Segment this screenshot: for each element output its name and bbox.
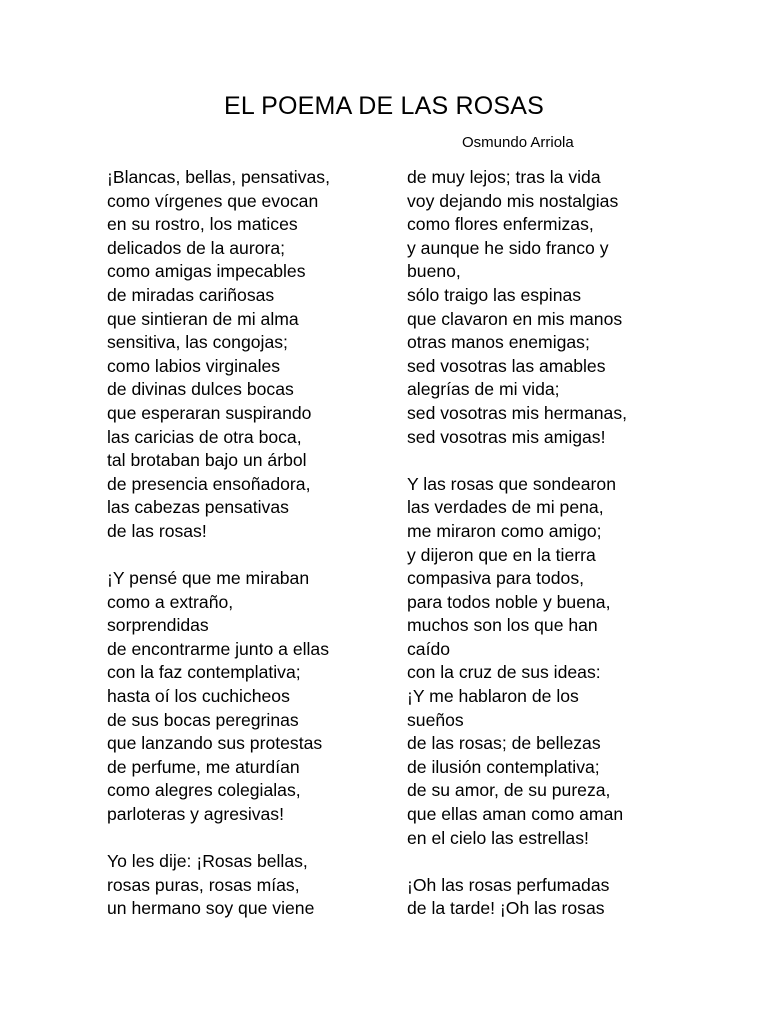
- poem-line: de sus bocas peregrinas: [107, 709, 299, 730]
- poem-line: ¡Oh las rosas perfumadas: [407, 874, 610, 895]
- poem-line: en su rostro, los matices: [107, 214, 298, 235]
- poem-line: sed vosotras las amables: [407, 355, 606, 376]
- poem-line: sensitiva, las congojas;: [107, 332, 288, 353]
- poem-line: de la tarde! ¡Oh las rosas: [407, 898, 605, 919]
- poem-line: de muy lejos; tras la vida: [407, 167, 601, 187]
- poem-line: de las rosas!: [107, 520, 207, 541]
- poem-line: como alegres colegialas,: [107, 780, 301, 801]
- poem-line: que clavaron en mis manos: [407, 308, 623, 329]
- poem-line: como vírgenes que evocan: [107, 190, 319, 211]
- poem-line: que esperaran suspirando: [107, 402, 312, 423]
- poem-line: las cabezas pensativas: [107, 497, 289, 518]
- poem-line: de su amor, de su pureza,: [407, 780, 611, 801]
- poem-line: con la faz contemplativa;: [107, 662, 301, 683]
- poem-title: EL POEMA DE LAS ROSAS: [223, 92, 545, 120]
- poem-author: Osmundo Arriola: [462, 134, 574, 151]
- poem-line: y dijeron que en la tierra: [407, 544, 596, 565]
- poem-line: tal brotaban bajo un árbol: [107, 450, 307, 471]
- poem-line: sueños: [407, 709, 464, 730]
- poem-line: de las rosas; de bellezas: [407, 733, 601, 754]
- poem-line: como amigas impecables: [107, 261, 306, 282]
- poem-line: en el cielo las estrellas!: [407, 827, 589, 848]
- poem-column-left: [107, 166, 382, 921]
- poem-line: hasta oí los cuchicheos: [107, 686, 290, 707]
- poem-line: sólo traigo las espinas: [407, 284, 582, 305]
- stanza-break: [407, 850, 677, 874]
- poem-line: bueno,: [407, 261, 461, 282]
- poem-line: ¡Y me hablaron de los: [407, 686, 579, 707]
- poem-line: para todos noble y buena,: [407, 591, 611, 612]
- poem-line: de presencia ensoñadora,: [107, 473, 311, 494]
- poem-line: ¡Y pensé que me miraban: [107, 568, 310, 589]
- poem-line: delicados de la aurora;: [107, 237, 286, 258]
- poem-line: Y las rosas que sondearon: [407, 473, 616, 494]
- poem-line: como flores enfermizas,: [407, 214, 594, 235]
- poem-line: de divinas dulces bocas: [107, 379, 294, 400]
- poem-line: de ilusión contemplativa;: [407, 756, 600, 777]
- poem-line: que ellas aman como aman: [407, 804, 624, 825]
- poem-line: que sintieran de mi alma: [107, 308, 299, 329]
- poem-line: voy dejando mis nostalgias: [407, 190, 619, 211]
- poem-line: Yo les dije: ¡Rosas bellas,: [107, 851, 308, 872]
- poem-column-right: [407, 166, 677, 921]
- poem-line: de encontrarme junto a ellas: [107, 638, 330, 659]
- poem-line: las caricias de otra boca,: [107, 426, 302, 447]
- stanza-break: [107, 827, 382, 851]
- poem-line: parloteras y agresivas!: [107, 804, 284, 825]
- stanza-break: [107, 544, 382, 568]
- poem-line: otras manos enemigas;: [407, 332, 590, 353]
- stanza-break: [407, 449, 677, 473]
- poem-line: alegrías de mi vida;: [407, 379, 560, 400]
- poem-line: compasiva para todos,: [407, 568, 585, 589]
- poem-line: que lanzando sus protestas: [107, 733, 323, 754]
- poem-line: caído: [407, 638, 451, 659]
- poem-line: las verdades de mi pena,: [407, 497, 604, 518]
- poem-line: me miraron como amigo;: [407, 520, 602, 541]
- poem-line: sorprendidas: [107, 615, 209, 636]
- poem-line: un hermano soy que viene: [107, 898, 315, 919]
- poem-line: sed vosotras mis hermanas,: [407, 402, 628, 423]
- poem-line: de miradas cariñosas: [107, 284, 275, 305]
- poem-line: de perfume, me aturdían: [107, 756, 300, 777]
- poem-line: como a extraño,: [107, 591, 234, 612]
- poem-line: ¡Blancas, bellas, pensativas,: [107, 167, 330, 187]
- poem-line: sed vosotras mis amigas!: [407, 426, 606, 447]
- poem-line: rosas puras, rosas mías,: [107, 874, 300, 895]
- poem-line: con la cruz de sus ideas:: [407, 662, 601, 683]
- poem-line: muchos son los que han: [407, 615, 598, 636]
- poem-line: como labios virginales: [107, 355, 281, 376]
- poem-line: y aunque he sido franco y: [407, 237, 609, 258]
